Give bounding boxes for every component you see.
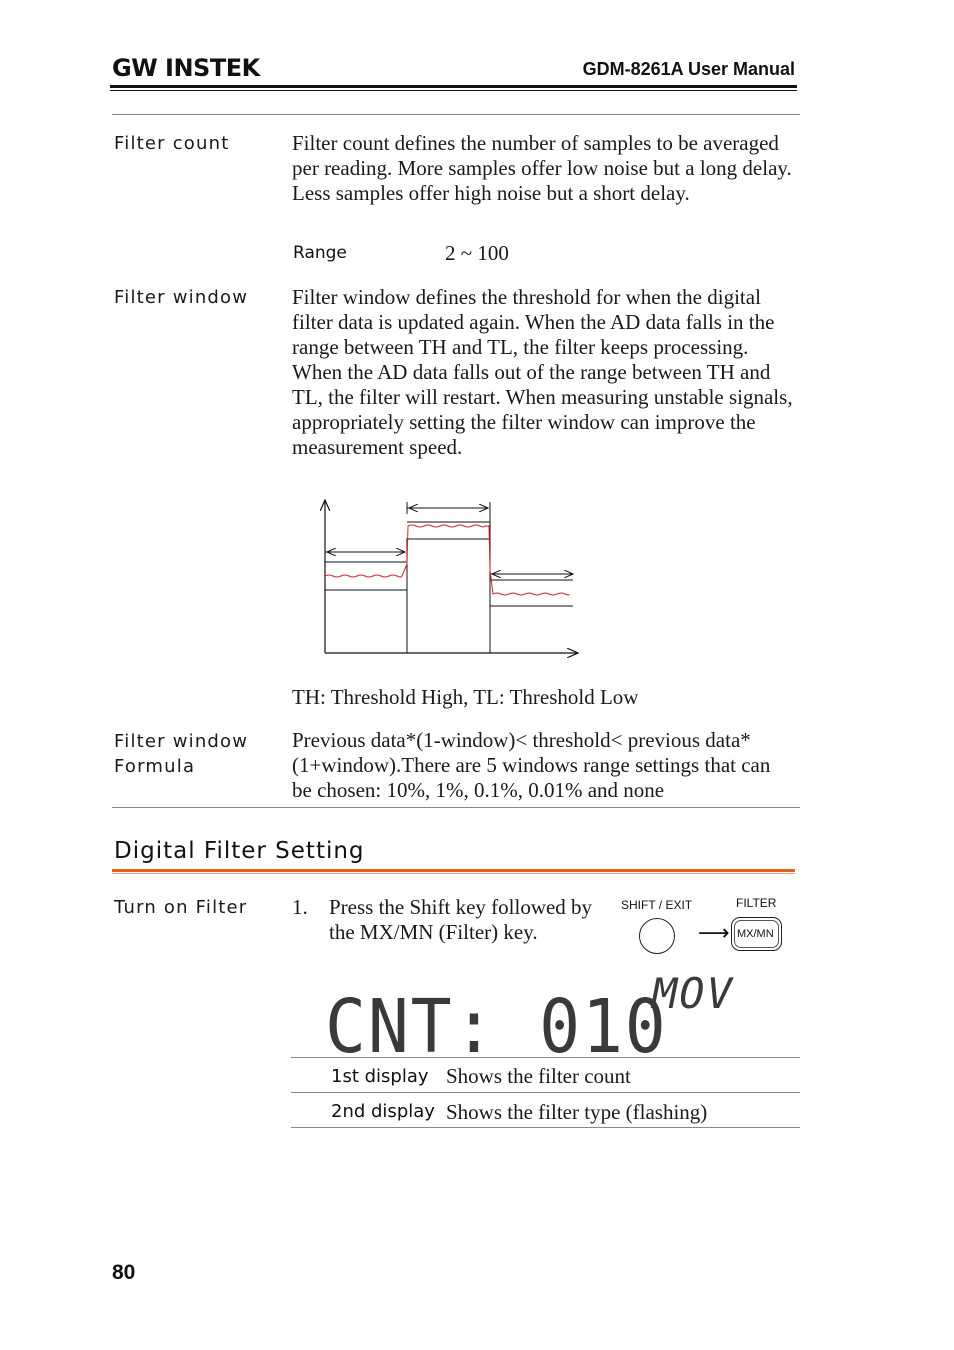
table-top-rule	[112, 114, 800, 115]
filter-window-diagram	[300, 490, 600, 670]
mx-mn-key[interactable]	[731, 917, 782, 951]
shift-exit-label: SHIFT / EXIT	[621, 898, 693, 912]
filter-key-label: FILTER	[736, 896, 777, 910]
filter-formula-label-1: Filter window	[114, 731, 249, 752]
header-rule-thin	[110, 90, 797, 91]
table-bottom-rule	[112, 807, 800, 808]
filter-count-description: Filter count defines the number of samples to be averaged per reading. More samples offer low noise but a long delay. Less samples offer high noise but a short delay.	[292, 131, 792, 205]
range-label: Range	[293, 243, 347, 263]
shift-key[interactable]	[639, 918, 675, 954]
filter-window-description: Filter window defines the threshold for when the digital filter data is updated again. When the AD data falls in the range between TH and TL, the filter keeps processing. When the AD data falls out of the range between TH and TL, the filter will restart. When measuring unstable signals, appropriately setting the filter window can improve the measurement speed.	[292, 285, 793, 459]
diagram-caption: TH: Threshold High, TL: Threshold Low	[292, 685, 639, 709]
second-display-label: 2nd display	[331, 1101, 435, 1122]
header-rule	[110, 85, 797, 88]
arrow-right-icon: ⟶	[698, 921, 730, 946]
first-display-label: 1st display	[331, 1066, 429, 1087]
second-display-text: Shows the filter type (flashing)	[446, 1100, 708, 1124]
primary-display: CNT: 010	[325, 984, 668, 1070]
secondary-display: MOV	[652, 969, 734, 1018]
turn-on-filter-label: Turn on Filter	[114, 897, 248, 918]
range-value: 2 ~ 100	[445, 241, 509, 265]
page-number: 80	[112, 1261, 136, 1284]
manual-title: GDM-8261A User Manual	[582, 59, 795, 79]
filter-count-label: Filter count	[114, 133, 230, 154]
section-accent-rule-thin	[112, 873, 795, 874]
mx-mn-key-label: MX/MN	[737, 928, 774, 940]
display-table-rule-3	[291, 1127, 800, 1128]
filter-formula-label-2: Formula	[114, 756, 196, 777]
brand-logo: GW INSTEK	[112, 54, 260, 82]
filter-window-label: Filter window	[114, 287, 249, 308]
signal-trace	[325, 525, 569, 595]
step-instruction: Press the Shift key followed by the MX/MN (Filter) key.	[329, 895, 593, 944]
filter-formula-description: Previous data*(1-window)< threshold< previous data*(1+window).There are 5 windows range settings that can be chosen: 10%, 1%, 0.1%, 0.01% and none	[292, 728, 771, 802]
first-display-text: Shows the filter count	[446, 1064, 631, 1088]
display-table-rule-1	[291, 1057, 800, 1058]
section-title: Digital Filter Setting	[114, 838, 365, 864]
display-table-rule-2	[291, 1092, 800, 1093]
step-number: 1.	[292, 895, 308, 919]
section-accent-rule	[112, 869, 795, 872]
